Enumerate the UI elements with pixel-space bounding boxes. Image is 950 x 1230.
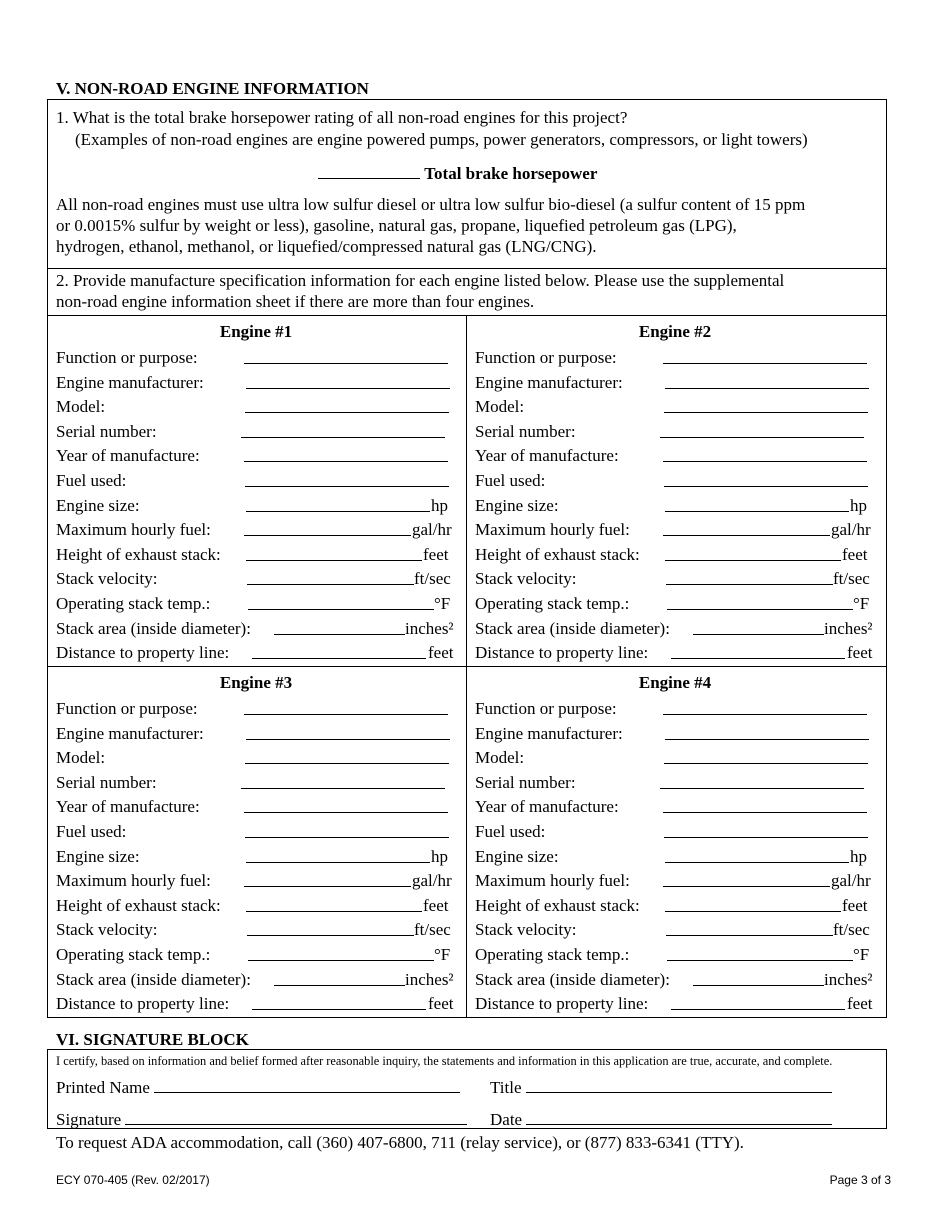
engine-block-1 [47, 316, 465, 666]
engine-title: Engine #1 [219, 322, 293, 341]
engine-field-row [475, 797, 875, 817]
question-1: 1. What is the total brake horsepower rating of all non-road engines for this project? [56, 108, 628, 127]
field-input[interactable] [667, 960, 853, 961]
signature-row [56, 1108, 467, 1130]
field-input[interactable] [274, 634, 405, 635]
field-label: Operating stack temp.: [56, 594, 211, 613]
engine-field-row [56, 822, 456, 842]
field-input[interactable] [671, 1009, 845, 1010]
field-input[interactable] [664, 486, 868, 487]
total-hp-row [318, 162, 597, 184]
field-input[interactable] [248, 609, 434, 610]
field-unit: ft/sec [833, 569, 870, 589]
engine-field-row [56, 373, 456, 393]
field-label: Model: [475, 748, 525, 768]
signature-input[interactable] [125, 1108, 467, 1125]
field-input[interactable] [660, 788, 864, 789]
field-label: Serial number: [56, 421, 157, 441]
field-label: Height of exhaust stack: [56, 544, 221, 564]
engine-block-4 [466, 667, 884, 1017]
field-input[interactable] [660, 437, 864, 438]
field-label: Year of manufacture: [56, 446, 200, 466]
page-number: Page 3 of 3 [829, 1173, 891, 1187]
field-label: Stack area (inside diameter): [56, 618, 251, 638]
field-label: Engine manufacturer: [56, 723, 204, 743]
field-input[interactable] [246, 560, 422, 561]
field-unit: ft/sec [414, 920, 451, 940]
field-input[interactable] [663, 714, 867, 715]
field-input[interactable] [663, 886, 830, 887]
field-input[interactable] [666, 935, 833, 936]
field-input[interactable] [241, 788, 445, 789]
field-unit: °F [434, 945, 451, 964]
engine-field-row [475, 496, 875, 516]
engine-field-row [56, 970, 456, 990]
field-label: Model: [475, 397, 525, 417]
field-input[interactable] [664, 412, 868, 413]
field-label: Operating stack temp.: [56, 945, 211, 964]
title-label: Title [490, 1078, 522, 1097]
date-row [490, 1108, 832, 1130]
field-unit: inches² [405, 618, 454, 638]
field-label: Stack area (inside diameter): [475, 618, 670, 638]
field-unit: gal/hr [412, 871, 452, 891]
engine-field-row [475, 822, 875, 842]
engine-field-row [475, 643, 875, 663]
title-row [490, 1076, 832, 1098]
field-label: Distance to property line: [56, 643, 230, 663]
field-label: Model: [56, 748, 106, 768]
field-input[interactable] [663, 812, 867, 813]
field-input[interactable] [246, 511, 430, 512]
field-label: Stack area (inside diameter): [475, 969, 670, 989]
field-input[interactable] [244, 714, 448, 715]
field-unit: feet [847, 643, 873, 663]
field-input[interactable] [665, 911, 841, 912]
engine-field-row [475, 397, 875, 417]
field-unit: ft/sec [833, 920, 870, 940]
engine-field-row [475, 520, 875, 540]
engine-field-row [56, 847, 456, 867]
field-input[interactable] [665, 862, 849, 863]
field-unit: °F [853, 945, 870, 964]
section-vi-title: VI. SIGNATURE BLOCK [56, 1030, 249, 1049]
field-label: Stack area (inside diameter): [56, 969, 251, 989]
engine-field-row [475, 724, 875, 744]
engine-field-row [475, 847, 875, 867]
fuel-paragraph-2: or 0.0015% sulfur by weight or less), gasoline, natural gas, propane, liquefied petroleum gas (LPG), [56, 216, 737, 235]
field-label: Fuel used: [475, 822, 546, 841]
field-unit: gal/hr [831, 520, 871, 540]
engine-field-row [475, 748, 875, 768]
printed-name-label: Printed Name [56, 1078, 150, 1097]
field-input[interactable] [665, 388, 869, 389]
field-unit: feet [423, 895, 449, 915]
field-input[interactable] [664, 763, 868, 764]
engine-field-row [56, 724, 456, 744]
engine-field-row [475, 471, 875, 491]
field-input[interactable] [247, 584, 414, 585]
field-unit: feet [842, 544, 868, 564]
field-label: Engine manufacturer: [475, 723, 623, 743]
field-label: Maximum hourly fuel: [475, 520, 630, 540]
engine-field-row [475, 446, 875, 466]
field-label: Stack velocity: [56, 920, 158, 940]
field-unit: hp [850, 846, 867, 866]
field-input[interactable] [247, 935, 414, 936]
engine-field-row [56, 748, 456, 768]
field-input[interactable] [663, 363, 867, 364]
field-input[interactable] [248, 960, 434, 961]
field-input[interactable] [245, 763, 449, 764]
engine-field-row [56, 797, 456, 817]
form-id: ECY 070-405 (Rev. 02/2017) [56, 1173, 210, 1187]
engine-field-row [475, 699, 875, 719]
engine-field-row [475, 773, 875, 793]
engine-field-row [475, 970, 875, 990]
engine-field-row [475, 994, 875, 1014]
field-label: Engine size: [475, 846, 559, 866]
printed-name-input[interactable] [154, 1076, 460, 1093]
engine-field-row [475, 422, 875, 442]
engine-field-row [56, 422, 456, 442]
field-unit: feet [428, 643, 454, 663]
divider [47, 268, 887, 269]
engine-field-row [475, 569, 875, 589]
field-label: Maximum hourly fuel: [56, 871, 211, 891]
field-unit: inches² [405, 969, 454, 989]
field-label: Height of exhaust stack: [56, 895, 221, 915]
engine-field-row [475, 594, 875, 614]
field-label: Engine manufacturer: [475, 372, 623, 392]
field-input[interactable] [274, 985, 405, 986]
question-1-examples: (Examples of non-road engines are engine powered pumps, power generators, compressors, or light towers) [75, 130, 808, 149]
field-input[interactable] [244, 363, 448, 364]
field-unit: °F [853, 594, 870, 613]
field-input[interactable] [244, 535, 411, 536]
field-unit: gal/hr [831, 871, 871, 891]
question-2: 2. Provide manufacture specification information for each engine listed below. Please use the supplemental [56, 271, 785, 290]
engine-field-row [56, 446, 456, 466]
field-input[interactable] [245, 486, 449, 487]
engine-field-row [56, 397, 456, 417]
field-unit: hp [431, 495, 448, 515]
engine-field-row [56, 945, 456, 965]
total-hp-input[interactable] [318, 162, 420, 179]
engine-field-row [56, 594, 456, 614]
engine-field-row [475, 920, 875, 940]
engine-field-row [56, 871, 456, 891]
date-label: Date [490, 1110, 523, 1129]
field-label: Serial number: [475, 421, 576, 441]
engine-title: Engine #3 [219, 673, 293, 692]
engine-block-3 [47, 667, 465, 1017]
field-label: Engine size: [56, 495, 140, 515]
field-input[interactable] [245, 412, 449, 413]
field-label: Function or purpose: [56, 348, 198, 367]
engine-field-row [475, 545, 875, 565]
field-label: Stack velocity: [56, 569, 158, 589]
certify-text: I certify, based on information and belief formed after reasonable inquiry, the statements and information in this application are true, accurate, and complete. [56, 1054, 833, 1068]
field-input[interactable] [665, 560, 841, 561]
field-label: Distance to property line: [475, 994, 649, 1014]
engine-field-row [56, 348, 456, 368]
field-label: Maximum hourly fuel: [56, 520, 211, 540]
field-unit: ft/sec [414, 569, 451, 589]
field-input[interactable] [244, 812, 448, 813]
field-label: Operating stack temp.: [475, 594, 630, 613]
field-label: Serial number: [475, 772, 576, 792]
question-2-note: non-road engine information sheet if there are more than four engines. [56, 292, 535, 311]
engine-field-row [56, 619, 456, 639]
field-label: Function or purpose: [56, 699, 198, 718]
field-label: Distance to property line: [56, 994, 230, 1014]
engine-field-row [56, 773, 456, 793]
field-unit: feet [423, 544, 449, 564]
date-input[interactable] [526, 1108, 832, 1125]
engine-field-row [56, 545, 456, 565]
field-label: Stack velocity: [475, 920, 577, 940]
field-unit: hp [850, 495, 867, 515]
field-label: Operating stack temp.: [475, 945, 630, 964]
field-label: Fuel used: [56, 822, 127, 841]
engine-field-row [475, 945, 875, 965]
engine-field-row [56, 920, 456, 940]
field-input[interactable] [246, 388, 450, 389]
engine-field-row [475, 348, 875, 368]
fuel-paragraph-1: All non-road engines must use ultra low sulfur diesel or ultra low sulfur bio-diesel (a sulfur content of 15 ppm [56, 195, 806, 214]
field-input[interactable] [666, 584, 833, 585]
field-input[interactable] [671, 658, 845, 659]
engine-field-row [56, 994, 456, 1014]
field-input[interactable] [246, 862, 430, 863]
field-label: Height of exhaust stack: [475, 544, 640, 564]
field-label: Stack velocity: [475, 569, 577, 589]
field-label: Model: [56, 397, 106, 417]
field-unit: inches² [824, 618, 873, 638]
engine-title: Engine #4 [638, 673, 712, 692]
field-label: Year of manufacture: [475, 797, 619, 817]
field-label: Fuel used: [475, 471, 546, 490]
field-unit: feet [847, 994, 873, 1014]
field-label: Serial number: [56, 772, 157, 792]
field-input[interactable] [665, 511, 849, 512]
field-label: Year of manufacture: [475, 446, 619, 466]
field-label: Year of manufacture: [56, 797, 200, 817]
field-input[interactable] [252, 1009, 426, 1010]
field-unit: °F [434, 594, 451, 613]
field-label: Engine size: [475, 495, 559, 515]
field-label: Height of exhaust stack: [475, 895, 640, 915]
field-label: Function or purpose: [475, 699, 617, 718]
engine-field-row [56, 643, 456, 663]
field-label: Maximum hourly fuel: [475, 871, 630, 891]
engine-field-row [56, 496, 456, 516]
field-label: Function or purpose: [475, 348, 617, 367]
field-input[interactable] [663, 535, 830, 536]
engine-field-row [56, 569, 456, 589]
field-input[interactable] [241, 437, 445, 438]
field-input[interactable] [665, 739, 869, 740]
field-input[interactable] [246, 911, 422, 912]
field-unit: feet [842, 895, 868, 915]
field-input[interactable] [244, 886, 411, 887]
engine-field-row [56, 699, 456, 719]
field-input[interactable] [663, 461, 867, 462]
engine-field-row [56, 520, 456, 540]
engine-block-2 [466, 316, 884, 666]
field-input[interactable] [693, 985, 824, 986]
engine-field-row [56, 471, 456, 491]
field-label: Engine manufacturer: [56, 372, 204, 392]
field-unit: inches² [824, 969, 873, 989]
field-input[interactable] [693, 634, 824, 635]
field-input[interactable] [252, 658, 426, 659]
engine-field-row [475, 373, 875, 393]
field-input[interactable] [667, 609, 853, 610]
field-unit: feet [428, 994, 454, 1014]
total-hp-label: Total brake horsepower [424, 164, 598, 183]
title-input[interactable] [526, 1076, 832, 1093]
field-label: Engine size: [56, 846, 140, 866]
field-input[interactable] [246, 739, 450, 740]
field-label: Fuel used: [56, 471, 127, 490]
engine-field-row [475, 871, 875, 891]
field-input[interactable] [664, 837, 868, 838]
fuel-paragraph-3: hydrogen, ethanol, methanol, or liquefied/compressed natural gas (LNG/CNG). [56, 237, 597, 256]
field-label: Distance to property line: [475, 643, 649, 663]
field-input[interactable] [245, 837, 449, 838]
engine-title: Engine #2 [638, 322, 712, 341]
engine-field-row [475, 896, 875, 916]
printed-name-row [56, 1076, 460, 1098]
field-input[interactable] [244, 461, 448, 462]
field-unit: gal/hr [412, 520, 452, 540]
section-v-title: V. NON-ROAD ENGINE INFORMATION [56, 79, 369, 98]
engine-field-row [475, 619, 875, 639]
engine-field-row [56, 896, 456, 916]
ada-notice: To request ADA accommodation, call (360) 407-6800, 711 (relay service), or (877) 833-6341 (TTY). [56, 1133, 744, 1152]
signature-label: Signature [56, 1110, 122, 1129]
field-unit: hp [431, 846, 448, 866]
